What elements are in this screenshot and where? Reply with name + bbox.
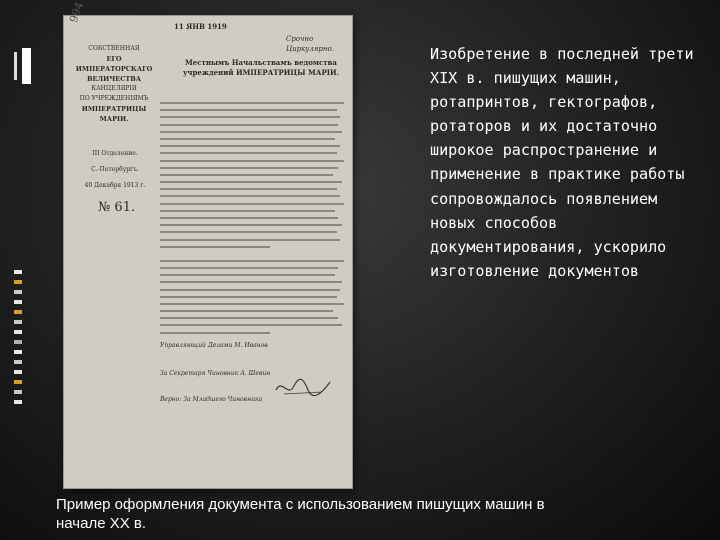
document-header-left [70,44,158,124]
stripe-segment [14,360,22,364]
typed-line [160,181,342,183]
addressee-line: учреждений ИМПЕРАТРИЦЫ МАРІИ. [182,68,340,77]
typed-line [160,289,340,291]
place-line: С.-Петербургъ. [91,166,139,173]
typed-line [160,310,333,312]
typed-line [160,317,338,319]
header-left-line: ПО УЧРЕЖДЕНІЯМЪ [79,95,149,102]
typed-line [160,210,335,212]
typed-line [160,131,342,133]
place-line: III Отделение. [92,150,138,157]
header-left-line: ЕГО ИМПЕРАТОРСКАГО ВЕЛИЧЕСТВА [75,55,153,83]
accent-bar-thin [14,52,17,80]
header-left-line: ИМПЕРАТРИЦЫ МАРІИ. [81,105,147,123]
typed-line [160,281,342,283]
stripe-segment [14,400,22,404]
typed-line [160,239,340,241]
stripe-segment [14,380,22,384]
document-signature-line: Верно: За Младшего Чиновника [160,396,263,403]
document-header-right [286,34,334,54]
typed-line [160,152,337,154]
slide-main-text: Изобретение в последней трети XIX в. пишущих машин, ротапринтов, гектографов, ротаторов и их достаточно широкое распространение и применение в практике работы сопровождалось появлением новых способов документирования, ускорило изготовление документов [430,45,694,280]
typed-line [160,260,344,262]
typed-line [160,231,337,233]
typed-line [160,203,344,205]
typed-line [160,160,344,162]
typed-line [160,124,338,126]
stripe-segment [14,370,22,374]
stripe-segment [14,350,22,354]
typed-line [160,102,344,104]
typed-line [160,324,342,326]
stripe-segment [14,390,22,394]
typed-line [160,224,342,226]
slide-caption: Пример оформления документа с использованием пишущих машин в начале XX в. [56,496,545,532]
document-place-date [84,146,146,194]
typed-line [160,167,338,169]
typed-line [160,195,340,197]
handwritten-signature [274,376,332,398]
document-corner-mark: 994 [67,0,87,25]
document-addressee [176,58,346,78]
typed-line [160,109,337,111]
header-left-line: СОБСТВЕННАЯ [88,45,140,52]
typed-line [160,138,335,140]
accent-bar [22,48,31,84]
addressee-line: Местнымъ Начальствамъ ведомства [185,58,337,67]
stripe-segment [14,330,22,334]
document-signature-line: За Секретаря Чиновник А. Шевин [160,370,271,377]
document-number: № 61. [98,200,136,215]
stripe-segment [14,280,22,284]
typed-line [160,332,270,334]
stripe-segment [14,270,22,274]
typed-line [160,188,337,190]
header-left-line: КАНЦЕЛЯРІЯ [91,85,137,92]
typed-line [160,217,338,219]
typed-line [160,274,335,276]
typed-line [160,116,340,118]
typed-line [160,174,333,176]
side-stripes-decoration [14,270,24,460]
typed-line [160,145,340,147]
stripe-segment [14,320,22,324]
stripe-segment [14,310,22,314]
document-typed-body [160,102,344,339]
typed-line [160,303,344,305]
typed-line [160,246,270,248]
document-date-stamp: 11 ЯНВ 1919 [174,22,227,31]
typed-line [160,296,337,298]
header-right-line: Циркулярно. [286,45,334,53]
document-signature-line: Управляющий Делами М. Иванов [160,342,268,349]
stripe-segment [14,290,22,294]
typed-line [160,267,338,269]
stripe-segment [14,300,22,304]
place-line: 40 Декабря 1913 г. [84,182,146,189]
header-right-line: Срочно [286,35,314,43]
document-photo [64,0,352,488]
stripe-segment [14,340,22,344]
